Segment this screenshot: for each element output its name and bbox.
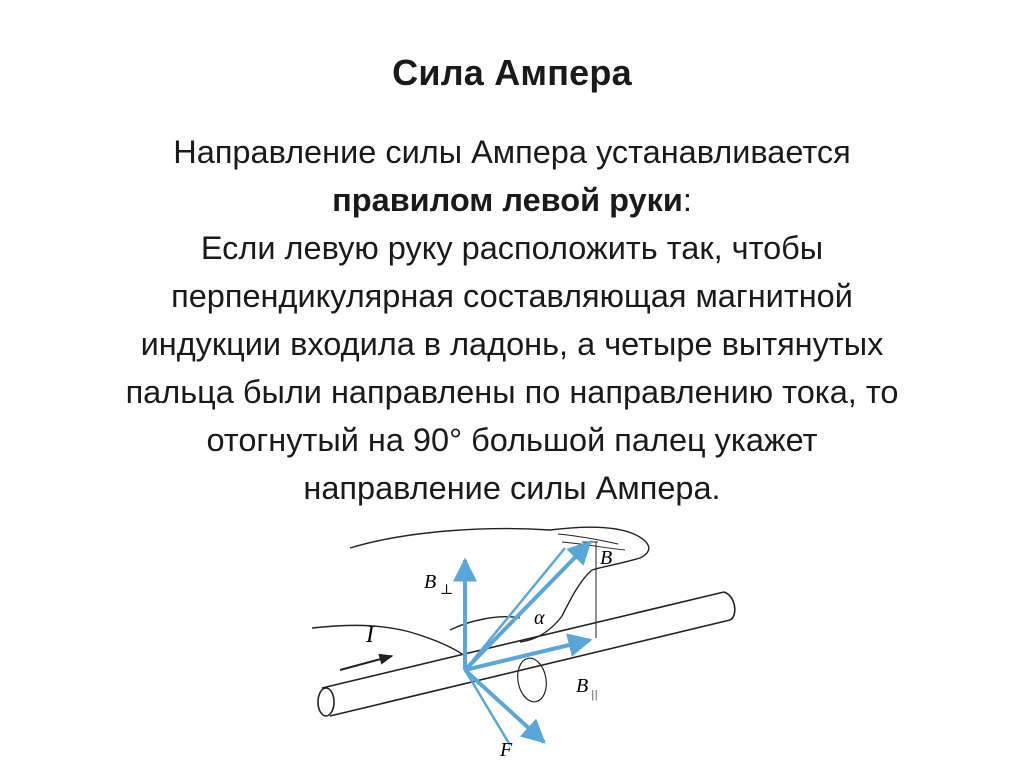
text-line-4: перпендикулярная составляющая магнитной: [171, 278, 853, 314]
slide-title: Сила Ампера: [392, 52, 632, 93]
force-label: F: [500, 739, 513, 761]
text-line-5: индукции входила в ладонь, а четыре вытянутых: [140, 326, 884, 362]
angle-label: α: [534, 607, 545, 629]
b-parallel-vector: [465, 640, 590, 670]
text-line-3: Если левую руку расположить так, чтобы: [200, 230, 824, 266]
text-line-2: [20, 176, 1004, 224]
rod-cross-section: [514, 656, 549, 704]
b-to-vector-diagonal: [465, 548, 565, 670]
text-line-1: Направление силы Ампера устанавливается: [173, 134, 851, 170]
rule-term: правилом левой руки: [332, 182, 683, 218]
text-line-6: пальца были направлены по направлению тока, то: [125, 374, 899, 410]
b-parallel-subscript: ||: [591, 687, 598, 701]
text-line-7: отогнутый на 90° большой палец укажет: [206, 422, 818, 458]
b-perp-label: B: [424, 571, 437, 593]
rule-colon: :: [682, 182, 692, 218]
b-perp-subscript: ⊥: [440, 583, 454, 598]
current-arrow: [340, 656, 392, 670]
current-label: I: [366, 622, 374, 648]
rule-description: [20, 128, 1004, 512]
b-label: B: [600, 547, 613, 569]
text-line-8: направление силы Ампера.: [303, 470, 721, 506]
b-parallel-label: B: [576, 675, 589, 697]
figure-svg: [300, 520, 760, 767]
force-vector: [465, 670, 544, 742]
rod-back-end: [724, 592, 735, 620]
left-hand-rule-figure: [300, 520, 760, 767]
b-vector: [465, 542, 590, 670]
rod-front-end: [318, 688, 334, 716]
